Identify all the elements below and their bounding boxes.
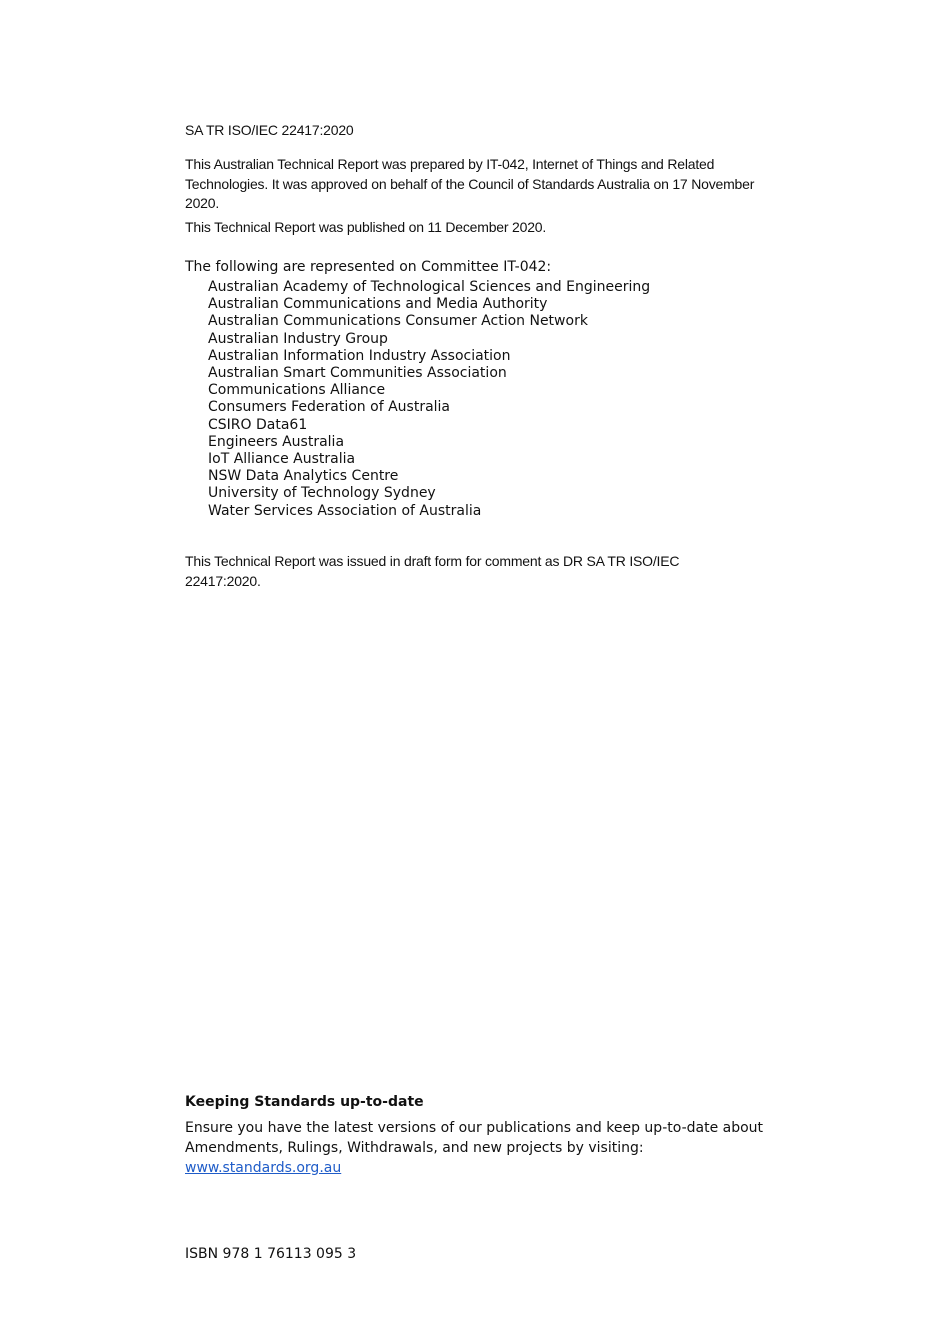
committee-member: Consumers Federation of Australia bbox=[208, 399, 451, 416]
committee-member-list bbox=[208, 279, 650, 520]
isbn-number: ISBN 978 1 76113 095 3 bbox=[185, 1246, 357, 1262]
standards-website-link[interactable]: www.standards.org.au bbox=[185, 1159, 342, 1176]
draft-comment-paragraph: This Technical Report was issued in draft form for comment as DR SA TR ISO/IEC 22417:2020. bbox=[185, 553, 680, 589]
committee-member: IoT Alliance Australia bbox=[208, 451, 356, 468]
preparation-paragraph: This Australian Technical Report was prepared by IT-042, Internet of Things and Related Technologies. It was approved on behalf of the Council of Standards Australia on 17 November 2020. bbox=[185, 156, 755, 211]
keeping-standards-heading: Keeping Standards up-to-date bbox=[185, 1094, 424, 1110]
committee-member: Water Services Association of Australia bbox=[208, 502, 482, 519]
committee-member: Australian Communications and Media Authority bbox=[208, 296, 548, 313]
committee-member: Australian Communications Consumer Action Network bbox=[208, 313, 588, 330]
publication-date-line: This Technical Report was published on 11 December 2020. bbox=[185, 219, 547, 235]
document-id: SA TR ISO/IEC 22417:2020 bbox=[185, 122, 354, 138]
committee-member: CSIRO Data61 bbox=[208, 416, 308, 433]
committee-member: Communications Alliance bbox=[208, 382, 386, 399]
committee-member: Australian Smart Communities Association bbox=[208, 365, 507, 382]
committee-member: Engineers Australia bbox=[208, 433, 345, 450]
committee-member: Australian Academy of Technological Sciences and Engineering bbox=[208, 279, 651, 295]
committee-intro: The following are represented on Committee IT-042: bbox=[185, 259, 552, 275]
committee-member: Australian Information Industry Association bbox=[208, 347, 511, 364]
committee-member: NSW Data Analytics Centre bbox=[208, 468, 399, 485]
keeping-standards-section bbox=[185, 1119, 765, 1178]
keeping-standards-body: Ensure you have the latest versions of our publications and keep up-to-date about Amendments, Rulings, Withdrawals, and new projects by visiting: bbox=[185, 1120, 764, 1156]
committee-member: University of Technology Sydney bbox=[208, 485, 436, 502]
committee-member: Australian Industry Group bbox=[208, 330, 388, 347]
